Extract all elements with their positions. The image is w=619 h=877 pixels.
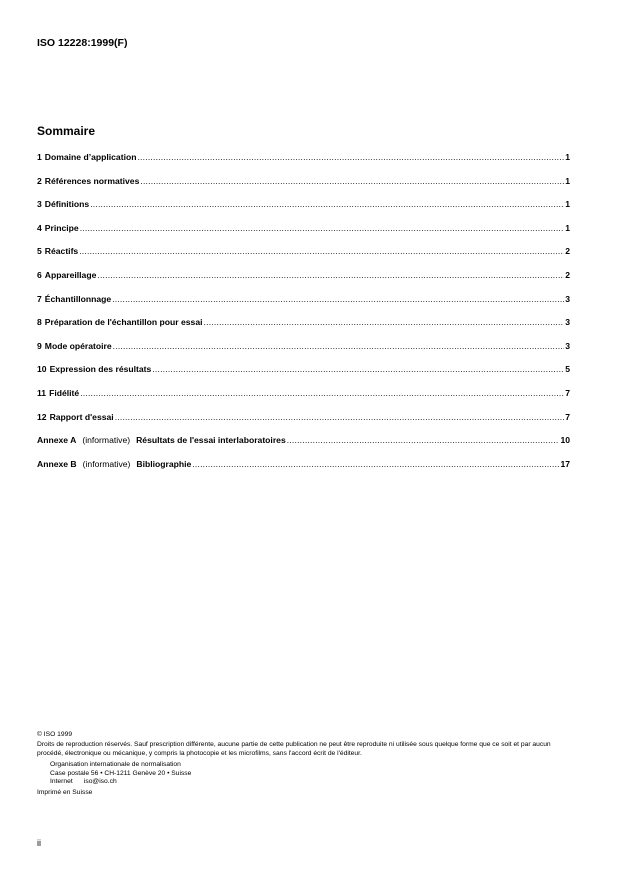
internet-label: Internet (50, 778, 73, 786)
toc-entry-5[interactable] (37, 246, 570, 270)
toc-entry-title: Réactifs (44, 246, 79, 257)
toc-entry-number: 11 (37, 387, 47, 398)
organisation-name: Organisation internationale de normalisation (50, 761, 181, 769)
dot-leader (115, 412, 565, 423)
toc-entry-title: Expression des résultats (49, 364, 152, 375)
toc-entry-number: 1 (37, 152, 42, 162)
dot-leader (140, 176, 564, 187)
toc-entry-page: 10 (560, 435, 570, 446)
toc-entry-9[interactable] (37, 341, 570, 365)
toc-entry-title: Rapport d'essai (49, 411, 114, 422)
toc-entry-number: 5 (37, 246, 42, 257)
toc-entry-title: Bibliographie (136, 458, 192, 469)
toc-entry-page: 1 (565, 222, 570, 233)
toc-entry-3[interactable] (37, 199, 570, 223)
toc-entry-number: 3 (37, 199, 42, 210)
toc-entry-annex-a[interactable] (37, 435, 570, 459)
toc-entry-number: 6 (37, 269, 42, 280)
annex-type: (informative) (82, 435, 131, 446)
dot-leader (137, 152, 564, 163)
toc-entry-page: 17 (560, 458, 570, 469)
toc-entry-number: 10 (37, 364, 47, 375)
rights-statement: Droits de reproduction réservés. Sauf prescription différente, aucune partie de cette publication ne peut être reproduite ni utilisée sous quelque forme que ce soit et par aucun procédé, électronique ou mécanique, y compris la photocopie et les microfilms, sans l'accord écrit de l'éditeur. (37, 741, 551, 757)
table-of-contents (37, 152, 570, 482)
toc-entry-title: Principe (44, 222, 79, 233)
toc-entry-title: Mode opératoire (44, 340, 112, 351)
toc-entry-annex-b[interactable] (37, 459, 570, 483)
toc-entry-page: 3 (565, 317, 570, 328)
toc-entry-4[interactable] (37, 223, 570, 247)
toc-entry-7[interactable] (37, 294, 570, 318)
dot-leader (79, 246, 564, 257)
toc-entry-number: 12 (37, 411, 47, 422)
email-link[interactable]: iso@iso.ch (83, 778, 117, 786)
toc-entry-number: 8 (37, 317, 42, 328)
postal-address: Case postale 56 • CH-1211 Genève 20 • Suisse (50, 769, 192, 777)
toc-entry-12[interactable] (37, 412, 570, 436)
page-number: ii (37, 838, 41, 848)
toc-heading: Sommaire (37, 124, 96, 138)
toc-entry-number: 4 (37, 222, 42, 233)
dot-leader (287, 435, 560, 446)
printed-in: Imprimé en Suisse (37, 789, 93, 797)
publisher-address (37, 761, 577, 786)
toc-entry-title: Définitions (44, 199, 90, 210)
copyright-line: © ISO 1999 (37, 731, 73, 738)
toc-entry-title: Résultats de l'essai interlaboratoires (136, 435, 286, 446)
annex-label: Annexe A (37, 435, 77, 446)
dot-leader (192, 459, 559, 470)
toc-entry-page: 7 (565, 387, 570, 398)
toc-entry-title: Préparation de l'échantillon pour essai (44, 317, 203, 328)
toc-entry-10[interactable] (37, 364, 570, 388)
toc-entry-page: 7 (565, 411, 570, 422)
dot-leader (113, 341, 565, 352)
toc-entry-11[interactable] (37, 388, 570, 412)
dot-leader (90, 199, 564, 210)
toc-entry-page: 2 (565, 269, 570, 280)
toc-entry-number: 7 (37, 293, 42, 304)
toc-entry-number: 9 (37, 340, 42, 351)
dot-leader (152, 364, 564, 375)
toc-entry-1[interactable] (37, 152, 570, 176)
toc-entry-title: Références normatives (44, 175, 140, 186)
toc-entry-page: 1 (565, 152, 570, 162)
dot-leader (80, 388, 564, 399)
dot-leader (97, 270, 564, 281)
toc-entry-2[interactable] (37, 176, 570, 200)
annex-label: Annexe B (37, 458, 77, 469)
toc-entry-title: Fidélité (49, 387, 80, 398)
document-reference: ISO 12228:1999(F) (37, 37, 128, 49)
toc-entry-title: Échantillonnage (44, 293, 112, 304)
toc-entry-title: Domaine d’application (44, 152, 137, 162)
toc-entry-page: 3 (565, 340, 570, 351)
annex-type: (informative) (82, 458, 131, 469)
internet-line (50, 778, 577, 786)
toc-entry-page: 3 (565, 293, 570, 304)
toc-entry-page: 2 (565, 246, 570, 257)
toc-entry-page: 5 (565, 364, 570, 375)
dot-leader (204, 317, 565, 328)
toc-entry-page: 1 (565, 175, 570, 186)
toc-entry-6[interactable] (37, 270, 570, 294)
toc-entry-8[interactable] (37, 317, 570, 341)
toc-entry-title: Appareillage (44, 269, 97, 280)
copyright-notice (37, 731, 577, 798)
dot-leader (80, 223, 565, 234)
dot-leader (112, 294, 564, 305)
toc-entry-number: 2 (37, 175, 42, 186)
toc-entry-page: 1 (565, 199, 570, 210)
